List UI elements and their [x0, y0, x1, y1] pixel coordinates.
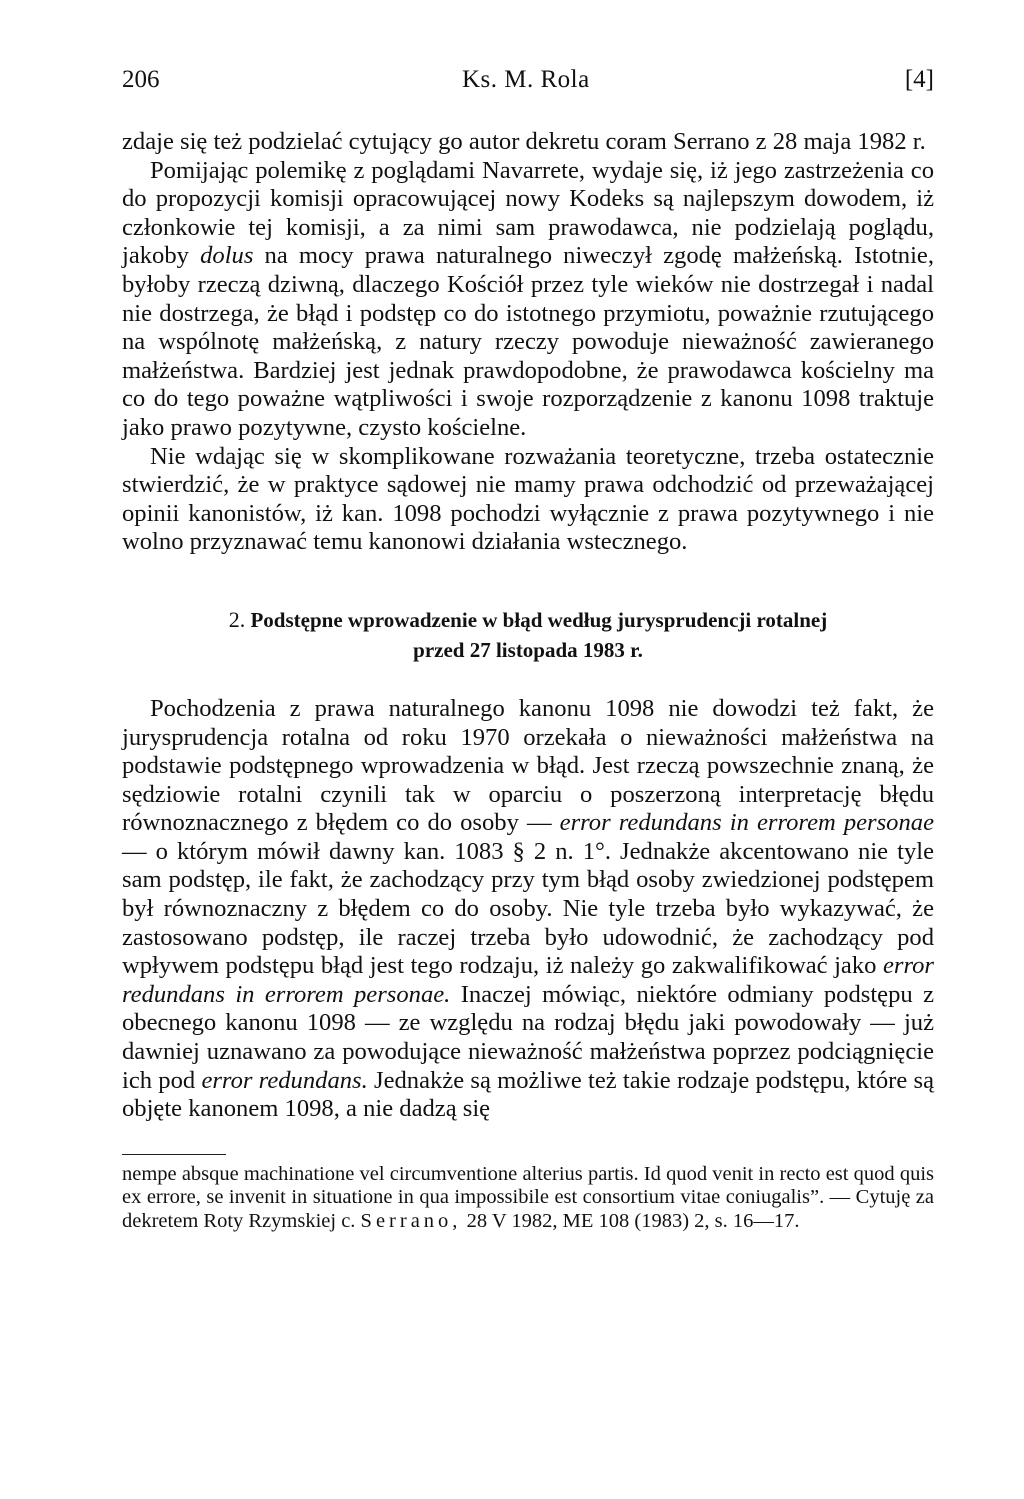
- chapter-marker: [4]: [904, 66, 934, 93]
- paragraph-text: Pomijając polemikę z poglądami Navarrete, wydaje się, iż jego zastrzeżenia co do propozycji komisji opracowującej nowy Kodeks są najlepszym dowodem, iż członkowie tej komisji, a za nimi sam prawodawca, nie podzielają poglądu, jakoby: [122, 156, 934, 270]
- section-title: Podstępne wprowadzenie w błąd według jurysprudencji rotalnej: [250, 607, 828, 632]
- paragraph-text: Pochodzenia z prawa naturalnego kanonu 1098 nie dowodzi też fakt, że jurysprudencja rotalna od roku 1970 orzekała o nieważności małżeństwa na podstawie podstępnego wprowadzenia w błąd. Jest rzeczą powszechnie znaną, że sędziowie rotalni czynili tak w oparciu o poszerzoną interpretację błędu równoznacznego z błędem co do osoby —: [122, 694, 934, 837]
- paragraph-rotal-jurisprudence: [122, 695, 934, 1124]
- italic-term: error redundans in errorem personae: [559, 809, 934, 837]
- footnote-judge-name: Serrano,: [360, 1209, 462, 1232]
- italic-term: error redundans.: [201, 1066, 368, 1094]
- footnote-text: nempe absque machinatione vel circumventione alterius partis. Id quod venit in recto est quod quis ex errore, se invenit in situatione in qua impossibile est consortium vitae coniugalis”. — Cytuję za dekretem Roty Rzymskiej c.: [122, 1162, 934, 1232]
- footnote-divider: [122, 1154, 226, 1155]
- page: [122, 62, 934, 1233]
- page-number: 206: [122, 66, 160, 93]
- section-heading-line-1: [122, 605, 934, 635]
- paragraph-continuation: zdaje się też podzielać cytujący go autor dekretu coram Serrano z 28 maja 1982 r.: [122, 128, 926, 155]
- section-number: 2.: [228, 606, 246, 632]
- running-head: [122, 62, 934, 106]
- section-heading: [122, 605, 934, 665]
- footnote-text: 28 V 1982, ME 108 (1983) 2, s. 16—17.: [466, 1209, 800, 1232]
- paragraph-text: — o którym mówił dawny kan. 1083 § 2 n. 1°. Jednakże akcentowano nie tyle sam podstęp, ile fakt, że zachodzący przy tym błąd osoby zwiedzionej podstępem był równoznaczny z błędem co do osoby. Nie tyle trzeba było wykazywać, że zastosowano podstęp, ile raczej trzeba było udowodnić, że zachodzący pod wpływem podstępu błąd jest tego rodzaju, iż należy go zakwalifikować jako: [122, 837, 934, 980]
- paragraph-navarrete: [122, 157, 934, 443]
- paragraph-text: na mocy prawa naturalnego niweczył zgodę małżeńską. Istotnie, byłoby rzeczą dziwną, dlaczego Kościół przez tyle wieków nie dostrzegał i nadal nie dostrzega, że błąd i podstęp co do istotnego przymiotu, poważnie rzutującego na wspólnotę małżeńską, z natury rzeczy powoduje nieważność zawieranego małżeństwa. Bardziej jest jednak prawdopodobne, że prawodawca kościelny ma co do tego poważne wątpliwości i swoje rozporządzenie z kanonu 1098 traktuje jako prawo pozytywne, czysto kościelne.: [122, 242, 934, 441]
- paragraph-conclusion: Nie wdając się w skomplikowane rozważania teoretyczne, trzeba ostatecznie stwierdzić, że w praktyce sądowej nie mamy prawa odchodzić od przeważającej opinii kanonistów, iż kan. 1098 pochodzi wyłącznie z prawa pozytywnego i nie wolno przyznawać temu kanonowi działania wstecznego.: [122, 442, 934, 556]
- paragraph-text: Inaczej mówiąc, niektóre odmiany podstępu z obecnego kanonu 1098 — ze względu na rodzaj błędu jaki powodowały — już dawniej uznawano za powodujące nieważność małżeństwa poprzez podciągnięcie ich pod: [122, 980, 934, 1094]
- running-head-author: Ks. M. Rola: [462, 66, 590, 93]
- italic-term: error redundans in errorem personae.: [122, 952, 934, 1008]
- paragraph-text: Jednakże są możliwe też takie rodzaje podstępu, które są objęte kanonem 1098, a nie dadzą się: [122, 1066, 935, 1123]
- footnote: [122, 1163, 934, 1234]
- italic-term: dolus: [200, 242, 254, 270]
- section-heading-line-2: przed 27 listopada 1983 r.: [413, 637, 643, 662]
